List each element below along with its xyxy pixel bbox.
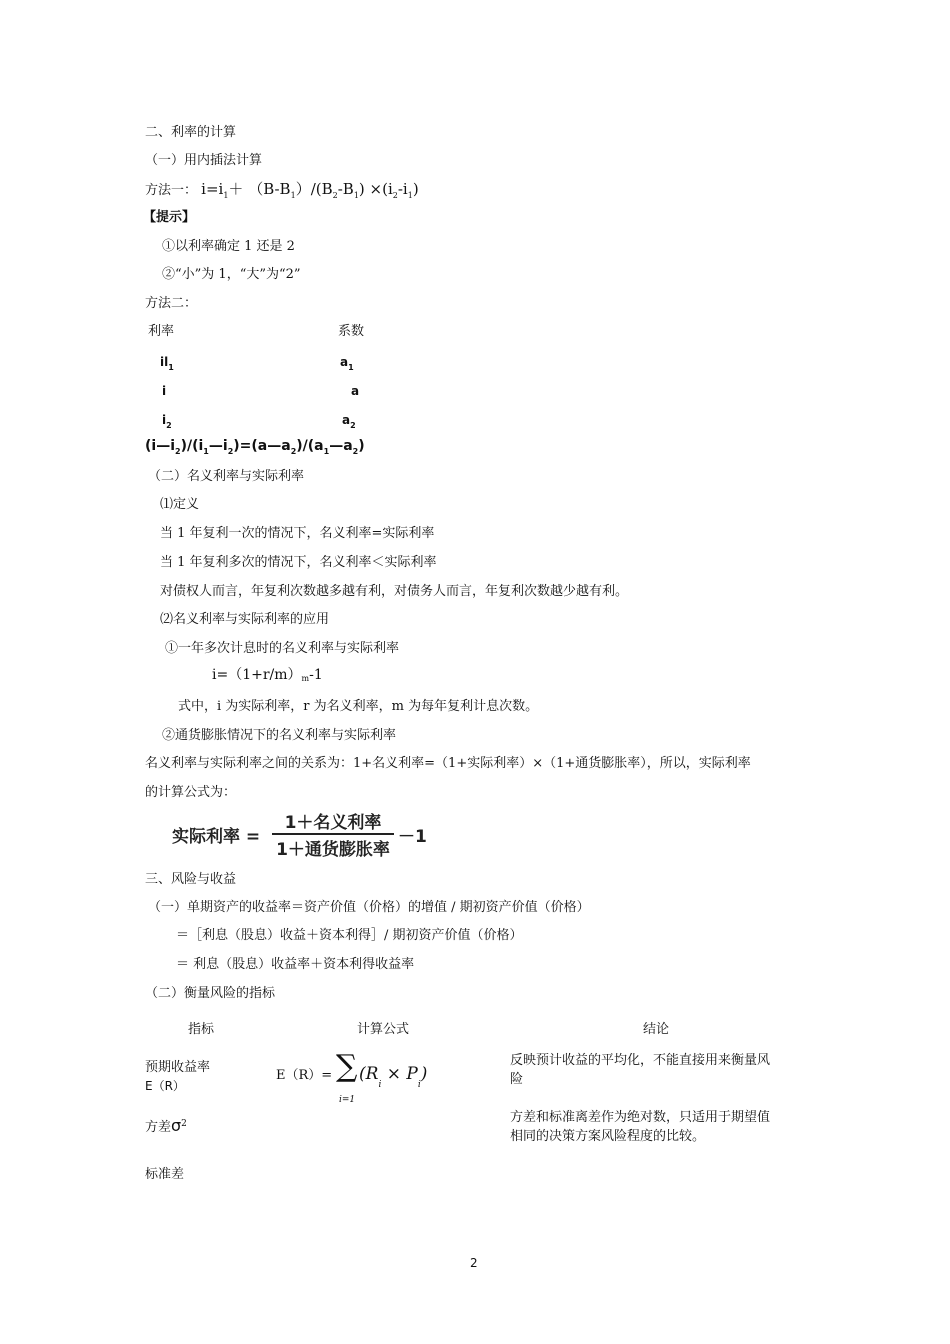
method2-label: 方法二： — [145, 296, 198, 311]
definition-line-1: 当 1 年复利一次的情况下，名义利率=实际利率 — [160, 526, 435, 541]
method1-expression: $i=i_1+ (B-B_1)/(B_2-B_1) \times(i_2-i_1)$ — [201, 180, 419, 200]
real-rate-numerator: 1＋名义利率 — [284, 813, 382, 833]
subheading-nominal-real: （二）名义利率与实际利率 — [148, 469, 305, 484]
conclusion-expected-2: 险 — [510, 1072, 524, 1087]
expected-formula-body: $(R_i \times P_i)$ — [359, 1064, 428, 1090]
section-heading-interest-rate: 二、利率的计算 — [145, 125, 237, 140]
return-definition-2: ＝［利息（股息）收益＋资本利得］/ 期初资产价值（价格） — [176, 928, 523, 943]
hint-label: 【提示】 — [143, 210, 196, 225]
indicator-expected-return: 预期收益率 — [145, 1060, 211, 1075]
relation-line-2: 的计算公式为： — [145, 785, 237, 800]
return-definition-1: （一）单期资产的收益率＝资产价值（价格）的增值 / 期初资产价值（价格） — [148, 900, 590, 915]
method1-label: 方法一： — [145, 183, 198, 198]
compound-formula: i=（1+r/m）m-1 — [212, 667, 323, 683]
indicator-expected-return-symbol: E（R） — [145, 1079, 185, 1093]
formula-explanation: 式中，i 为实际利率，r 为名义利率，m 为每年复利计息次数。 — [178, 699, 539, 714]
rate-i2: $i_2$ — [162, 413, 172, 430]
column-coefficient: 系数 — [338, 324, 365, 339]
application-item-2: ②通货膨胀情况下的名义利率与实际利率 — [162, 728, 397, 743]
column-rate: 利率 — [148, 324, 175, 339]
coef-a1: $a_1$ — [340, 355, 354, 372]
application-label: ⑵名义利率与实际利率的应用 — [160, 612, 330, 627]
hint-item-2: ②“小”为 1，“大”为“2” — [162, 267, 301, 282]
conclusion-variance-2: 相同的决策方案风险程度的比较。 — [510, 1129, 706, 1144]
real-rate-denominator: 1＋通货膨胀率 — [276, 840, 390, 860]
table-header-conclusion: 结论 — [643, 1022, 670, 1037]
sigma-sum-icon: ∑ — [336, 1049, 358, 1084]
coef-a2: $a_2$ — [342, 413, 356, 430]
definition-line-2: 当 1 年复利多次的情况下，名义利率＜实际利率 — [160, 555, 437, 570]
sum-index: i=1 — [339, 1095, 356, 1105]
table-header-indicator: 指标 — [188, 1022, 215, 1037]
subheading-risk-measures: （二）衡量风险的指标 — [145, 986, 276, 1001]
hint-item-1: ①以利率确定 1 还是 2 — [162, 239, 295, 254]
conclusion-variance-1: 方差和标准离差作为绝对数，只适用于期望值 — [510, 1110, 771, 1125]
table-header-formula: 计算公式 — [357, 1022, 410, 1037]
definition-line-3: 对债权人而言，年复利次数越多越有利，对债务人而言，年复利次数越少越有利。 — [160, 584, 629, 599]
relation-line-1: 名义利率与实际利率之间的关系为：1+名义利率=（1+实际利率）×（1+通货膨胀率），所以，实际利率 — [145, 756, 751, 771]
real-rate-formula — [172, 808, 432, 858]
expected-formula-lhs: E（R）= — [276, 1068, 333, 1083]
sigma-symbol: σ — [171, 1116, 182, 1135]
coef-a: a — [351, 384, 360, 398]
definition-label: ⑴定义 — [160, 497, 200, 512]
application-item-1: ①一年多次计息时的名义利率与实际利率 — [165, 641, 400, 656]
rate-i1: $il_1$ — [160, 355, 174, 372]
section-heading-risk-return: 三、风险与收益 — [145, 872, 237, 887]
real-rate-tail: －1 — [398, 827, 427, 847]
real-rate-lhs: 实际利率 = — [172, 827, 261, 847]
method2-formula: $(i—i_2)/(i_1—i_2)=(a—a_2)/(a_1—a_2)$ — [145, 438, 365, 456]
variance-label: 方差 — [145, 1120, 172, 1135]
conclusion-expected-1: 反映预计收益的平均化，不能直接用来衡量风 — [510, 1053, 771, 1068]
indicator-variance — [145, 1116, 187, 1136]
indicator-std-dev: 标准差 — [145, 1167, 185, 1182]
sigma-superscript: 2 — [181, 1119, 187, 1129]
subheading-interpolation: （一）用内插法计算 — [145, 153, 263, 168]
return-definition-3: ＝ 利息（股息）收益率＋资本利得收益率 — [176, 957, 415, 972]
method1-formula — [145, 180, 419, 201]
rate-i: i — [162, 384, 167, 398]
page-number: 2 — [470, 1256, 478, 1270]
